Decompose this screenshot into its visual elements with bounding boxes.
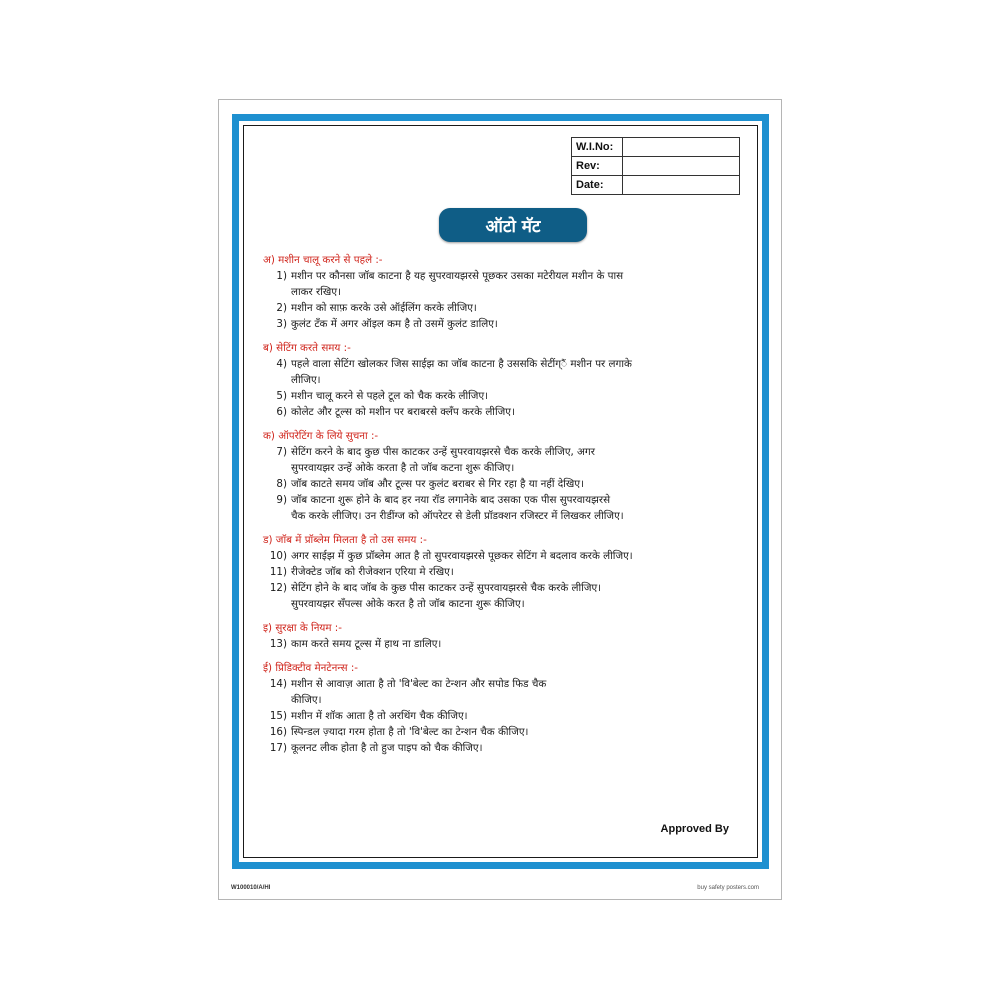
list-item bbox=[259, 580, 759, 612]
wi-no-label: W.I.No: bbox=[572, 138, 623, 157]
item-text: जॉब काटना शुरू होने के बाद हर नया रॉड लगानेके बाद उसका एक पीस सुपरवायझरसे चैक करके लीजिए। उन रीडींग्ज को ऑपरेटर से डेली प्रॉडक्शन रजिस्टर में लिखकर लीजिए। bbox=[291, 494, 624, 522]
item-number: 9) bbox=[276, 494, 287, 506]
item-number: 5) bbox=[276, 390, 287, 402]
item-number: 7) bbox=[276, 446, 287, 458]
list-item bbox=[259, 316, 759, 332]
item-number: 8) bbox=[276, 478, 287, 490]
item-text: मशीन से आवाज़ आता है तो 'वि'बेल्ट का टेन्शन और सपोड फिड चैक कीजिए। bbox=[291, 678, 547, 706]
section-heading: अ) मशीन चालू करने से पहले :- bbox=[263, 254, 383, 266]
item-text: काम करते समय टूल्स में हाथ ना डालिए। bbox=[291, 638, 442, 650]
list-item bbox=[259, 708, 759, 724]
list-item bbox=[259, 740, 759, 756]
item-text: पहले वाला सेटिंग खोलकर जिस साईझ का जॉब काटना है उससकि सेटींग्ैं मशीन पर लगाके लीजिए। bbox=[291, 358, 632, 386]
work-instruction-table bbox=[571, 137, 740, 195]
item-number: 11) bbox=[269, 566, 287, 578]
item-text: कोलेट और टूल्स को मशीन पर बराबरसे क्लॅंप करके लीजिए। bbox=[291, 406, 515, 418]
section-heading: ई) प्रिडिक्टीव मेनटेनन्स :- bbox=[263, 662, 359, 674]
item-text: अगर साईझ में कुछ प्रॉब्लेम आत है तो सुपरवायझरसे पूछकर सेटिंग मे बदलाव करके लीजिए। bbox=[291, 550, 633, 562]
section-problem bbox=[259, 532, 759, 612]
item-number: 1) bbox=[276, 270, 287, 282]
item-number: 15) bbox=[269, 710, 287, 722]
item-text: सेटिंग होने के बाद जॉब के कुछ पीस काटकर उन्हें सुपरवायझरसे चैक करके लीजिए। सुपरवायझर सॅंपल्स ओके करत है तो जॉब काटना शुरू कीजिए। bbox=[291, 582, 602, 610]
date-field bbox=[623, 176, 740, 195]
section-setting bbox=[259, 340, 759, 420]
list-item bbox=[259, 676, 759, 708]
list-item bbox=[259, 492, 759, 524]
item-number: 17) bbox=[269, 742, 287, 754]
item-number: 13) bbox=[269, 638, 287, 650]
wi-no-field bbox=[623, 138, 740, 157]
item-number: 3) bbox=[276, 318, 287, 330]
date-label: Date: bbox=[572, 176, 623, 195]
item-text: कूलनट लीक होता है तो हुज पाइप को चैक कीजिए। bbox=[291, 742, 483, 754]
item-number: 4) bbox=[276, 358, 287, 370]
item-number: 6) bbox=[276, 406, 287, 418]
item-text: मशीन को साफ़ करके उसे ऑईलिंग करके लीजिए। bbox=[291, 302, 477, 314]
list-item bbox=[259, 724, 759, 740]
rev-label: Rev: bbox=[572, 157, 623, 176]
item-text: कुलंट टॅंक में अगर ऑइल कम है तो उसमें कुलंट डालिए। bbox=[291, 318, 498, 330]
section-heading: इ) सुरक्षा के नियम :- bbox=[263, 622, 342, 634]
blue-border-frame bbox=[232, 114, 769, 869]
list-item bbox=[259, 268, 759, 300]
approved-by-label: Approved By bbox=[660, 823, 729, 835]
item-text: मशीन चालू करने से पहले टूल को चैक करके लीजिए। bbox=[291, 390, 489, 402]
item-text: रीजेक्टेड जॉब को रीजेक्शन एरिया मे रखिए। bbox=[291, 566, 454, 578]
list-item bbox=[259, 476, 759, 492]
item-number: 2) bbox=[276, 302, 287, 314]
list-item bbox=[259, 548, 759, 564]
section-heading: ड) जॉब में प्रॉब्लेम मिलता है तो उस समय :- bbox=[263, 534, 427, 546]
poster-sheet bbox=[218, 99, 782, 900]
section-safety bbox=[259, 620, 759, 652]
inner-border-frame bbox=[243, 125, 758, 858]
item-number: 16) bbox=[269, 726, 287, 738]
item-text: मशीन में शॉक आता है तो अरथिंग चैक कीजिए। bbox=[291, 710, 468, 722]
poster-title: ऑटो मॅट bbox=[439, 208, 587, 242]
instructions-content bbox=[259, 252, 759, 764]
brand-mark: buy safety posters.com bbox=[697, 885, 759, 891]
item-text: सेटिंग करने के बाद कुछ पीस काटकर उन्हें सुपरवायझरसे चैक करके लीजिए, अगर सुपरवायझर उन्हें ओके करता है तो जॉब कटना शुरू कीजिए। bbox=[291, 446, 595, 474]
list-item bbox=[259, 444, 759, 476]
item-number: 12) bbox=[269, 582, 287, 594]
section-before-start bbox=[259, 252, 759, 332]
list-item bbox=[259, 636, 759, 652]
section-heading: क) ऑपरेटिंग के लिये सुचना :- bbox=[263, 430, 379, 442]
section-operating bbox=[259, 428, 759, 524]
item-number: 14) bbox=[269, 678, 287, 690]
item-text: स्पिन्डल ज़्यादा गरम होता है तो 'वि'बेल्ट का टेन्शन चैक कीजिए। bbox=[291, 726, 529, 738]
list-item bbox=[259, 564, 759, 580]
item-text: मशीन पर कौनसा जॉब काटना है यह सुपरवायझरसे पूछकर उसका मटेरीयल मशीन के पास लाकर रखिए। bbox=[291, 270, 624, 298]
rev-field bbox=[623, 157, 740, 176]
list-item bbox=[259, 356, 759, 388]
list-item bbox=[259, 388, 759, 404]
section-heading: ब) सेटिंग करते समय :- bbox=[263, 342, 351, 354]
poster-code: W100010/A/HI bbox=[231, 885, 271, 891]
list-item bbox=[259, 404, 759, 420]
section-maintenance bbox=[259, 660, 759, 756]
item-text: जॉब काटते समय जॉब और टूल्स पर कुलंट बराबर से गिर रहा है या नहीं देखिए। bbox=[291, 478, 584, 490]
list-item bbox=[259, 300, 759, 316]
item-number: 10) bbox=[269, 550, 287, 562]
